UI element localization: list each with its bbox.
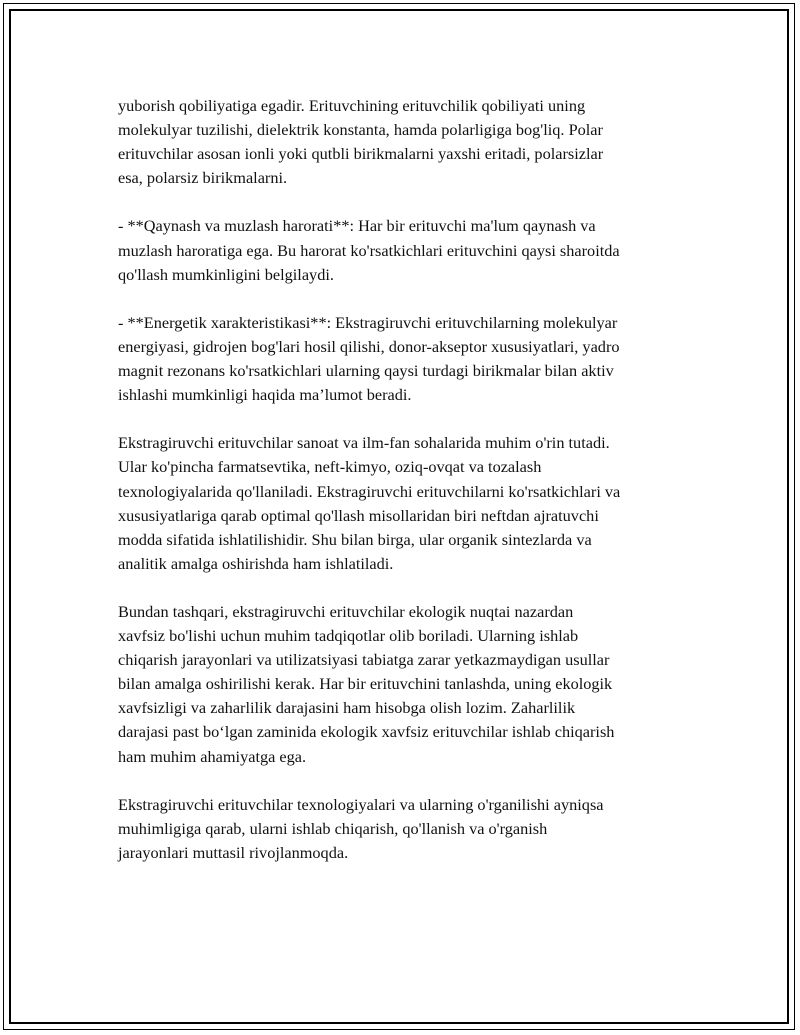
text-line: darajasi past bo‘lgan zaminida ekologik xavfsiz erituvchilar ishlab chiqarish: [118, 722, 615, 742]
text-line: modda sifatida ishlatilishidir. Shu bilan birga, ular organik sintezlarda va: [118, 529, 592, 549]
text-line: muzlash haroratiga ega. Bu harorat ko'rsatkichlari erituvchini qaysi sharoitda: [118, 240, 620, 260]
paragraph-industry-use: [118, 431, 690, 576]
paragraph-boiling-freezing: [118, 214, 690, 286]
text-line: analitik amalga oshirishda ham ishlatiladi.: [118, 553, 394, 573]
text-line: - **Energetik xarakteristikasi**: Ekstragiruvchi erituvchilarning molekulyar: [118, 312, 618, 332]
text-line: erituvchilar asosan ionli yoki qutbli birikmalarni yaxshi eritadi, polarsizlar: [118, 144, 604, 164]
text-line: xususiyatlariga qarab optimal qo'llash misollaridan biri neftdan ajratuvchi: [118, 505, 599, 525]
text-line: yuborish qobiliyatiga egadir. Erituvchining erituvchilik qobiliyati uning: [118, 96, 586, 115]
text-line: Ekstragiruvchi erituvchilar texnologiyalari va ularning o'rganilishi ayniqsa: [118, 794, 604, 814]
text-line: Ekstragiruvchi erituvchilar sanoat va ilm-fan sohalarida muhim o'rin tutadi.: [118, 433, 610, 453]
paragraph-ecology: [118, 600, 690, 769]
text-line: Ular ko'pincha farmatsevtika, neft-kimyo, oziq-ovqat va tozalash: [118, 457, 542, 477]
document-body: [118, 94, 690, 889]
text-line: - **Qaynash va muzlash harorati**: Har bir erituvchi ma'lum qaynash va: [118, 216, 596, 236]
paragraph-conclusion: [118, 793, 690, 865]
text-line: bilan amalga oshirilishi kerak. Har bir erituvchini tanlashda, uning ekologik: [118, 674, 613, 694]
text-line: texnologiyalarida qo'llaniladi. Ekstragiruvchi erituvchilarni ko'rsatkichlari va: [118, 481, 621, 501]
text-line: qo'llash mumkinligini belgilaydi.: [118, 264, 334, 284]
text-line: Bundan tashqari, ekstragiruvchi erituvchilar ekologik nuqtai nazardan: [118, 601, 574, 621]
text-line: xavfsiz bo'lishi uchun muhim tadqiqotlar olib boriladi. Ularning ishlab: [118, 626, 579, 646]
text-line: magnit rezonans ko'rsatkichlari ularning qaysi turdagi birikmalar bilan aktiv: [118, 361, 614, 381]
text-line: ham muhim ahamiyatga ega.: [118, 746, 307, 766]
paragraph-solvent-capacity: [118, 94, 690, 190]
text-line: chiqarish jarayonlari va utilizatsiyasi tabiatga zarar yetkazmaydigan usullar: [118, 650, 610, 670]
text-line: ishlashi mumkinligi haqida ma’lumot beradi.: [118, 385, 412, 405]
text-line: molekulyar tuzilishi, dielektrik konstanta, hamda polarligiga bog'liq. Polar: [118, 120, 603, 140]
text-line: muhimligiga qarab, ularni ishlab chiqarish, qo'llanish va o'rganish: [118, 818, 548, 838]
text-line: energiyasi, gidrojen bog'lari hosil qilishi, donor-akseptor xususiyatlari, yadro: [118, 336, 620, 356]
text-line: xavfsizligi va zaharlilik darajasini ham hisobga olish lozim. Zaharlilik: [118, 698, 576, 718]
text-line: jarayonlari muttasil rivojlanmoqda.: [118, 842, 349, 862]
paragraph-energetic-characteristics: [118, 311, 690, 407]
text-line: esa, polarsiz birikmalarni.: [118, 168, 288, 188]
